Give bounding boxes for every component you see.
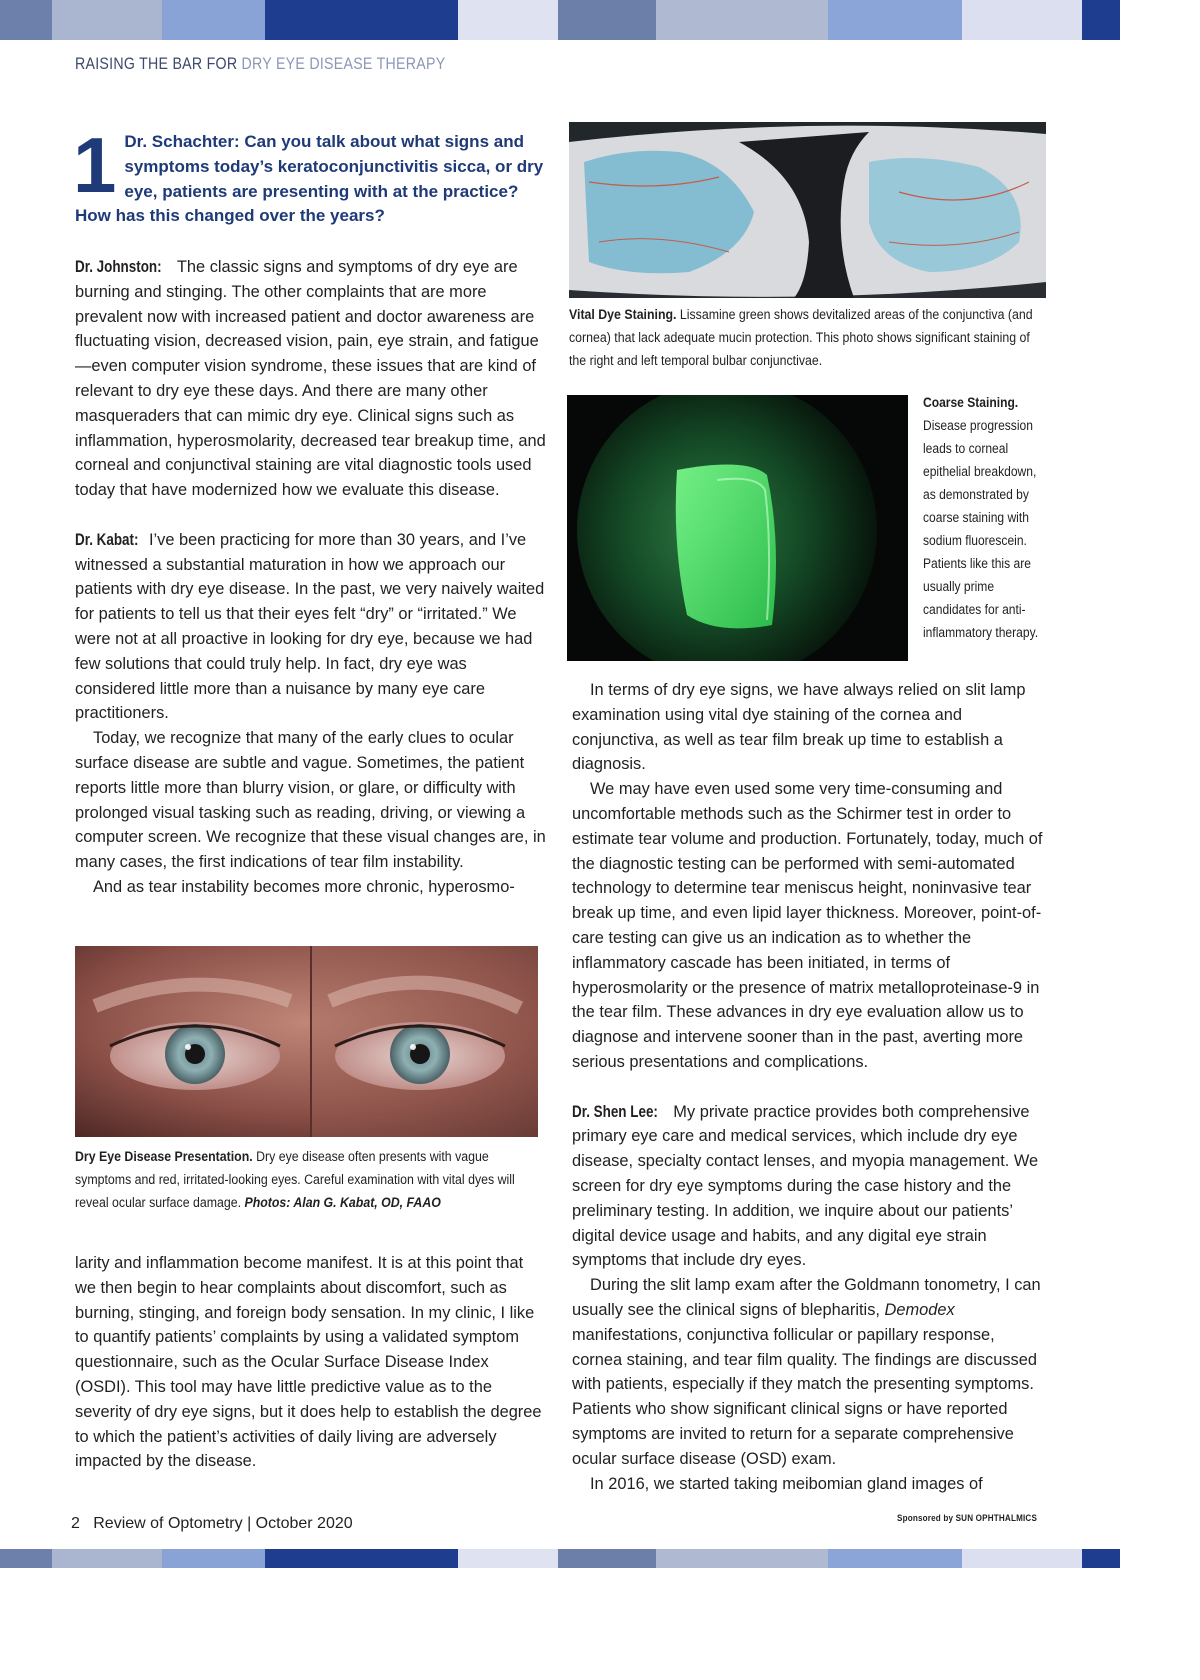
coarse-caption-title: Coarse Staining. (923, 395, 1019, 411)
band-segment (458, 0, 558, 40)
header-title-light: DRY EYE DISEASE THERAPY (241, 55, 446, 73)
question-text: Dr. Schachter: Can you talk about what signs and symptoms today’s keratoconjunctivitis sicca, or dry eye, patients are presenting with at the practice? How has this changed over the years? (75, 132, 544, 226)
top-color-band (0, 0, 1120, 40)
dry-eye-presentation-photo (75, 946, 538, 1137)
right-paragraph-2: We may have even used some very time-consuming and uncomfortable methods such as the Schirmer test in order to estimate tear volume and production. Fortunately, today, much of the diagnostic testing can be performed with semi-automated technology to determine tear meniscus height, noninvasive tear break up time, and even lipid layer thickness. Moreover, point-of-care testing can give us an indication as to whether the inflammatory cascade has been initiated, in terms of hyperosmolarity or the presence of matrix metalloproteinase-9 in the tear film. These advances in dry eye evaluation allow us to diagnose and intervene sooner than in the past, averting more serious presentations and complications. (572, 780, 1043, 1071)
band-segment (52, 1549, 162, 1568)
band-segment (1082, 1549, 1120, 1568)
coarse-caption (923, 392, 1044, 645)
photo-credit: Photos: Alan G. Kabat, OD, FAAO (244, 1195, 441, 1211)
speaker-johnston: Dr. Johnston: (75, 258, 162, 276)
kabat-paragraph-2: Today, we recognize that many of the early clues to ocular surface disease are subtle and vague. Sometimes, the patient reports little more than blurry vision, or glare, or difficulty with prolonged visual tasking such as reading, driving, or viewing a computer screen. We recognize that these visual changes are, in many cases, the first indications of tear film instability. (75, 729, 546, 872)
band-segment (265, 0, 458, 40)
demodex-term: Demodex (884, 1300, 955, 1319)
band-segment (828, 0, 962, 40)
right-paragraph-1: In terms of dry eye signs, we have always relied on slit lamp examination using vital dye staining of the cornea and conjunctiva, as well as tear film break up time to establish a diagnosis. (572, 681, 1026, 774)
p4-before: During the slit lamp exam after the Goldmann tonometry, I can usually see the clinical signs of blepharitis, (572, 1276, 1041, 1319)
band-segment (656, 1549, 828, 1568)
kabat-paragraph (75, 528, 547, 726)
sponsor-line: Sponsored by SUN OPHTHALMICS (897, 1513, 1038, 1523)
band-segment (656, 0, 828, 40)
eyes-illustration (75, 946, 538, 1137)
presentation-caption-title: Dry Eye Disease Presentation. (75, 1149, 253, 1165)
band-segment (962, 0, 1082, 40)
speaker-shen-lee: Dr. Shen Lee: (572, 1102, 658, 1121)
band-segment (962, 1549, 1082, 1568)
band-segment (828, 1549, 962, 1568)
band-segment (52, 0, 162, 40)
band-segment (265, 1549, 458, 1568)
johnston-paragraph (75, 255, 547, 503)
band-segment (162, 1549, 265, 1568)
left-column-lower (75, 1251, 547, 1474)
band-segment (0, 1549, 52, 1568)
presentation-caption-text: Dry eye disease often presents with vague symptoms and red, irritated-looking eyes. Careful examination with vital dyes will reveal ocular surface damage. (75, 1149, 515, 1211)
p4-after: manifestations, conjunctiva follicular or papillary response, cornea staining, and tear film quality. The findings are discussed with patients, especially if they match the presenting symptoms. Patients who show significant clinical signs or have reported symptoms are invited to return for a separate comprehensive ocular surface disease (OSD) exam. (572, 1325, 1037, 1468)
shen-lee-paragraph (572, 1100, 1046, 1274)
presentation-caption (75, 1146, 527, 1215)
vital-dye-caption-text: Lissamine green shows devitalized areas of the conjunctiva (and cornea) that lack adequate mucin protection. This photo shows significant staining of the right and left temporal bulbar conjunctivae. (569, 307, 1033, 369)
left-column-upper (75, 255, 547, 900)
running-header (75, 55, 445, 74)
vital-dye-caption-title: Vital Dye Staining. (569, 307, 677, 323)
question-block (73, 121, 545, 229)
band-segment (162, 0, 265, 40)
band-segment (1082, 0, 1120, 40)
footer-left (71, 1515, 353, 1533)
band-segment (558, 1549, 656, 1568)
right-column (572, 678, 1046, 1496)
johnston-text: The classic signs and symptoms of dry eye are burning and stinging. The other complaints that are more prevalent now with increased patient and doctor awareness are fluctuating vision, decreased vision, pain, eye strain, and fatigue—even computer vision syndrome, these issues that are kind of relevant to dry eye these days. And there are many other masqueraders that can mimic dry eye. Clinical signs such as inflammation, hyperosmolarity, decreased tear breakup time, and corneal and conjunctival staining are vital diagnostic tools used today that have modernized how we evaluate this disease. (75, 258, 546, 500)
vital-dye-caption (569, 304, 1042, 373)
fluorescein-staining-illustration (567, 395, 908, 661)
right-paragraph-4 (572, 1273, 1046, 1471)
continuation-paragraph: larity and inflammation become manifest. It is at this point that we then begin to hear complaints about discomfort, such as burning, stinging, and foreign body sensation. In my clinic, I like to quantify patients’ complaints by using a validated symptom questionnaire, such as the Ocular Surface Disease Index (OSDI). This tool may have little predictive value as to the severity of dry eye signs, but it does help to establish the degree to which the patient’s activities of daily living are adversely impacted by the disease. (75, 1254, 542, 1471)
band-segment (0, 0, 52, 40)
vital-dye-staining-photo (569, 122, 1046, 298)
coarse-staining-photo (567, 395, 908, 661)
coarse-caption-text: Disease progression leads to corneal epithelial breakdown, as demonstrated by coarse staining with sodium fluorescein. Patients like this are usually prime candidates for anti-inflammatory therapy. (923, 418, 1039, 641)
band-segment (558, 0, 656, 40)
kabat-text: I’ve been practicing for more than 30 years, and I’ve witnessed a substantial maturation in how we approach our patients with dry eye disease. In the past, we very naively waited for patients to tell us that their eyes felt “dry” or “irritated.” We were not at all proactive in looking for dry eye, because we had few solutions that could truly help. In fact, dry eye was considered little more than a nuisance by many eye care practitioners. (75, 530, 545, 723)
right-paragraph-5: In 2016, we started taking meibomian gland images of (590, 1474, 983, 1493)
speaker-kabat: Dr. Kabat: (75, 530, 139, 549)
publication-line: Review of Optometry | October 2020 (93, 1515, 353, 1532)
shen-lee-text: My private practice provides both comprehensive primary eye care and medical services, which include dry eye disease, specialty contact lenses, and myopia management. We screen for dry eye symptoms during the case history and the preliminary testing. In addition, we inquire about our patients’ digital device usage and habits, and any digital eye strain symptoms that include dry eyes. (572, 1102, 1039, 1270)
question-number: 1 (73, 121, 117, 209)
kabat-paragraph-3: And as tear instability becomes more chronic, hyperosmo- (93, 877, 515, 896)
header-title-dark: RAISING THE BAR FOR (75, 55, 242, 73)
bottom-color-band (0, 1549, 1120, 1568)
band-segment (458, 1549, 558, 1568)
lissamine-staining-illustration (569, 122, 1046, 298)
page-number: 2 (71, 1515, 80, 1532)
